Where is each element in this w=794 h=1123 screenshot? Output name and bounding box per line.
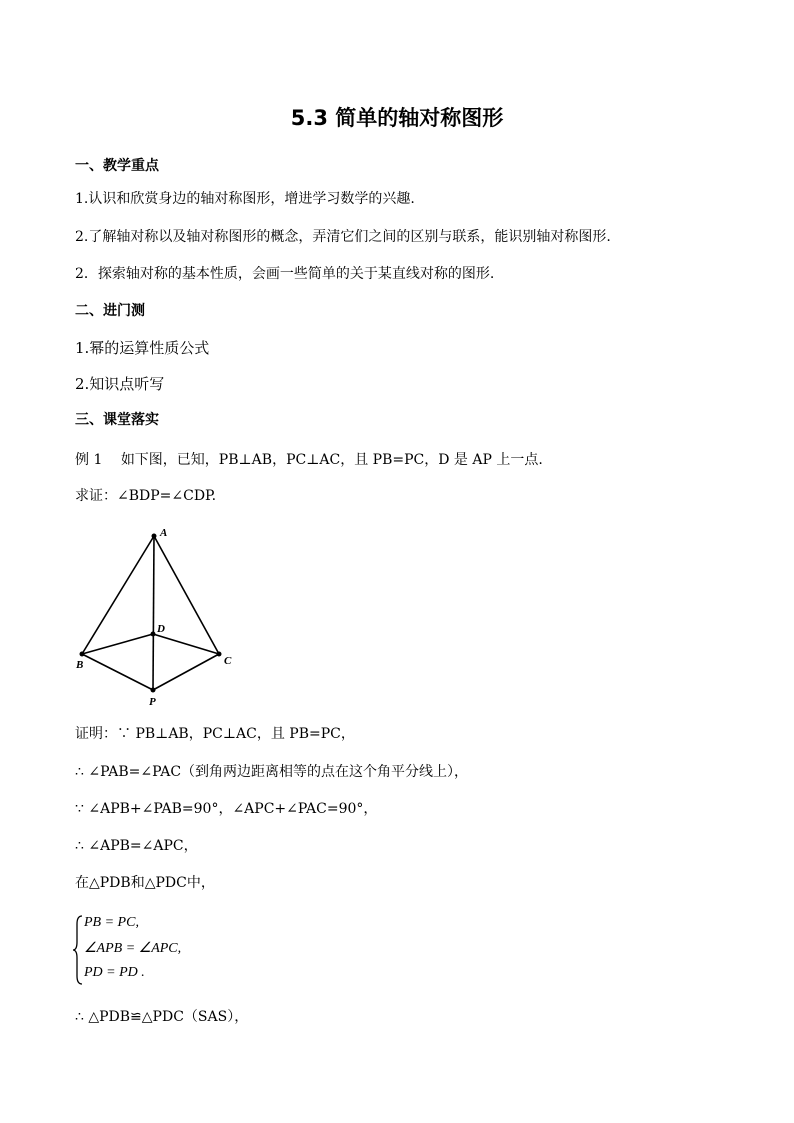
label-d: D	[157, 623, 165, 635]
proof-line-1: 证明：∵ PB⊥AB，PC⊥AC，且 PB=PC，	[75, 726, 355, 742]
point-p	[151, 688, 156, 693]
point-c	[217, 652, 222, 657]
point-d	[151, 632, 156, 637]
example-prove: 求证：∠BDP=∠CDP.	[75, 488, 217, 504]
point-a	[152, 534, 157, 539]
example-label: 例 1	[75, 452, 103, 468]
label-p: P	[149, 696, 156, 707]
segment-ac	[154, 536, 219, 654]
focus-item-2: 2.了解轴对称以及轴对称图形的概念，弄清它们之间的区别与联系，能识别轴对称图形.	[75, 229, 611, 245]
segment-ap	[153, 536, 154, 690]
system-row-2: ∠APB = ∠APC,	[84, 941, 182, 956]
page-title: 5.3 简单的轴对称图形	[290, 106, 504, 130]
label-a: A	[160, 527, 168, 539]
system-row-1: PB = PC,	[84, 915, 139, 930]
proof-line-2: ∴ ∠PAB=∠PAC（到角两边距离相等的点在这个角平分线上），	[75, 764, 469, 780]
proof-line-6: ∴ △PDB≌△PDC（SAS），	[75, 1009, 249, 1025]
example-given	[75, 451, 543, 469]
geometry-figure	[70, 522, 240, 707]
proof-line-4: ∴ ∠APB=∠APC，	[75, 838, 198, 854]
focus-item-3: 2．探索轴对称的基本性质，会画一些简单的关于某直线对称的图形.	[75, 266, 495, 282]
label-b: B	[76, 659, 84, 671]
entry-test-item-1: 1.幂的运算性质公式	[75, 339, 210, 357]
section-heading-focus: 一、教学重点	[75, 158, 159, 174]
segment-bp	[82, 654, 153, 690]
label-c: C	[224, 655, 232, 667]
left-brace-icon	[72, 914, 84, 986]
focus-item-1: 1.认识和欣赏身边的轴对称图形，增进学习数学的兴趣.	[75, 191, 415, 207]
point-b	[80, 652, 85, 657]
segment-cp	[153, 654, 219, 690]
equation-system	[72, 914, 272, 986]
example-given-text: 如下图，已知，PB⊥AB，PC⊥AC，且 PB=PC，D 是 AP 上一点.	[120, 452, 543, 468]
entry-test-item-2: 2.知识点听写	[75, 375, 165, 393]
section-heading-entry-test: 二、进门测	[75, 303, 145, 319]
proof-line-3: ∵ ∠APB+∠PAB=90°，∠APC+∠PAC=90°，	[75, 801, 378, 817]
section-heading-classroom: 三、课堂落实	[75, 412, 159, 428]
system-row-3: PD = PD .	[84, 965, 145, 980]
proof-line-5: 在△PDB和△PDC中，	[75, 875, 215, 891]
